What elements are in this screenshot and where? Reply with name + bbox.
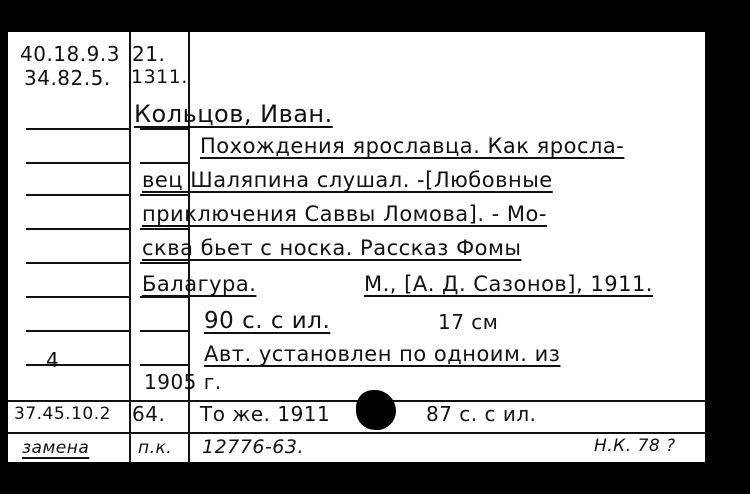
row-rule: [26, 262, 129, 264]
row-rule: [26, 330, 129, 332]
ink-blot: [356, 390, 396, 430]
bbk-code-3: 37.45.10.2: [14, 404, 111, 424]
replacement-note: замена: [22, 438, 90, 458]
row-rule: [140, 296, 188, 298]
stamp-mark: Н.К. 78 ?: [594, 436, 676, 456]
row-rule: [26, 296, 129, 298]
row-rule: [140, 228, 188, 230]
author-note: Авт. установлен по одноим. из: [204, 342, 561, 366]
title-line-5: Балагура.: [142, 272, 257, 296]
row-rule: [140, 162, 188, 164]
row-rule: [140, 194, 188, 196]
pk-label: п.к.: [138, 438, 173, 458]
title-line-4: сква бьет с носка. Рассказ Фомы: [142, 236, 522, 260]
row-rule: [26, 194, 129, 196]
pagination: 90 с. с ил.: [204, 308, 331, 334]
row-rule: [26, 228, 129, 230]
subdivision-code-1: 21.: [132, 42, 166, 66]
title-line-3: приключения Саввы Ломова]. - Мо-: [142, 202, 547, 226]
row-rule: [26, 128, 129, 130]
subdivision-code-2: 1311.: [131, 66, 188, 88]
imprint: М., [А. Д. Сазонов], 1911.: [364, 272, 653, 296]
left-column-rule: [129, 32, 131, 462]
row-rule: [140, 364, 188, 366]
size: 17 см: [438, 310, 499, 334]
title-line-1: Похождения ярославца. Как яросла-: [200, 134, 625, 158]
bbk-code-2: 34.82.5.: [24, 66, 111, 90]
row-rule: [26, 364, 129, 366]
row-rule: [8, 432, 705, 434]
same-edition: То же. 1911: [200, 402, 331, 426]
row-rule: [140, 330, 188, 332]
pk-number: 12776-63.: [202, 436, 305, 458]
row-rule: [26, 162, 129, 164]
title-line-2: вец Шаляпина слушал. -[Любовные: [142, 168, 553, 192]
same-edition-pages: 87 с. с ил.: [426, 402, 537, 426]
catalog-card: [8, 32, 705, 462]
row-rule: [140, 128, 188, 130]
bbk-code-1: 40.18.9.3: [20, 42, 120, 66]
copy-count: 4: [46, 348, 60, 372]
subdivision-code-3: 64.: [132, 402, 166, 426]
row-rule: [140, 262, 188, 264]
year-line: 1905 г.: [144, 370, 222, 394]
author-heading: Кольцов, Иван.: [134, 100, 333, 128]
